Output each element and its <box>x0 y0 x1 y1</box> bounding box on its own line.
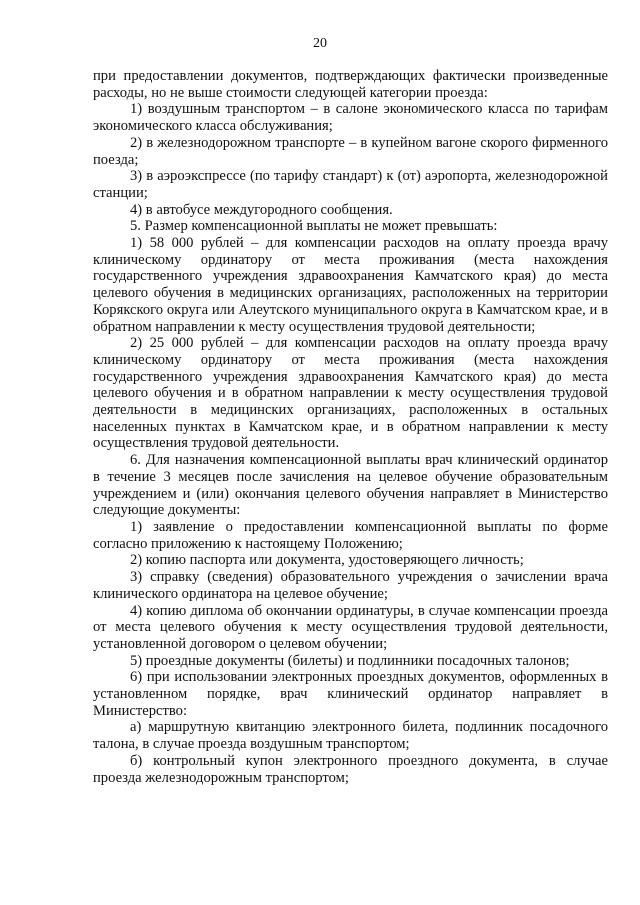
paragraph: 3) в аэроэкспрессе (по тарифу стандарт) к (от) аэропорта, железнодорожной станции; <box>93 168 608 201</box>
paragraph: 4) в автобусе междугородного сообщения. <box>130 201 393 218</box>
paragraph: а) маршрутную квитанцию электронного билета, подлинник посадочного талона, в случае проезда воздушным транспортом; <box>93 719 608 753</box>
paragraph: 2) в железнодорожном транспорте – в купейном вагоне скорого фирменного поезда; <box>93 134 608 168</box>
paragraph: 1) воздушным транспортом – в салоне экономического класса по тарифам экономического класса обслуживания; <box>93 101 608 135</box>
paragraph: 2) копию паспорта или документа, удостоверяющего личность; <box>130 552 524 569</box>
paragraph: 4) копию диплома об окончании ординатуры, в случае компенсации проезда от места целевого обучения к месту осуществления трудовой деятельности, установленной договором о целевом обучении; <box>93 602 608 652</box>
paragraph: 3) справку (сведения) образовательного учреждения о зачислении врача клинического ординатора на целевое обучение; <box>93 569 608 602</box>
paragraph: при предоставлении документов, подтверждающих фактически произведенные расходы, но не выше стоимости следующей категории проезда: <box>93 68 608 101</box>
paragraph: 6. Для назначения компенсационной выплаты врач клинический ординатор в течение 3 месяцев после зачисления на целевое обучение образовательным учреждением и (или) окончания целевого обучения направляет в Министерство следующие документы: <box>93 452 608 519</box>
paragraph: 2) 25 000 рублей – для компенсации расходов на оплату проезда врачу клиническому ординатору от места проживания (места нахождения государственного учреждения здравоохранения Камчатского края) до места целевого обучения и в обратном направлении к месту осуществления трудовой деятельности в медицинских организациях, расположенных в остальных населенных пунктах в Камчатском крае, и в обратном направлении к месту осуществления трудовой деятельности. <box>93 335 608 452</box>
paragraph: б) контрольный купон электронного проездного документа, в случае проезда железнодорожным транспортом; <box>93 752 608 786</box>
paragraph: 6) при использовании электронных проездных документов, оформленных в установленном порядке, врач клинический ординатор направляет в Министерство: <box>93 669 608 719</box>
document-body <box>93 68 608 786</box>
paragraph: 1) 58 000 рублей – для компенсации расходов на оплату проезда врачу клиническому ординатору от места проживания (места нахождения государственного учреждения здравоохранения Камчатского края) до места целевого обучения в медицинских организациях, расположенных на территории Корякского округа или Алеутского муниципального округа в Камчатском крае, и в обратном направлении к месту осуществления трудовой деятельности; <box>93 235 608 335</box>
paragraph: 5. Размер компенсационной выплаты не может превышать: <box>130 218 498 235</box>
paragraph: 1) заявление о предоставлении компенсационной выплаты по форме согласно приложению к настоящему Положению; <box>93 518 608 552</box>
page-number: 20 <box>313 36 327 51</box>
paragraph: 5) проездные документы (билеты) и подлинники посадочных талонов; <box>130 652 570 669</box>
